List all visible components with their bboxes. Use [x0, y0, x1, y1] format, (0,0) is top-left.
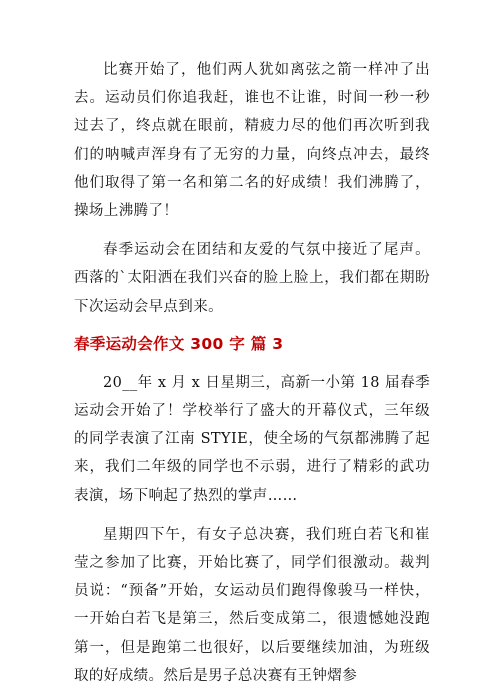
body-paragraph: 春季运动会在团结和友爱的气氛中接近了尾声。西落的`太阳洒在我们兴奋的脸上脸上，我们都在期盼下次运动会早点到来。 [74, 242, 430, 315]
document-page [74, 56, 430, 690]
body-paragraph: 星期四下午，有女子总决赛，我们班白若飞和崔莹之参加了比赛，开始比赛了，同学们很激动。裁判员说：“预备”开始，女运动员们跑得像骏马一样快，一开始白若飞是第三，然后变成第二，很遗憾她没跑第一，但是跑第二也很好，以后要继续加油，为班级取的好成绩。然后是男子总决赛有王钟熠参 [74, 526, 430, 684]
body-paragraph: 20__年 x 月 x 日星期三，高新一小第 18 届春季运动会开始了！学校举行了盛大的开幕仪式，三年级的同学表演了江南 STYIE，使全场的气氛都沸腾了起来，我们二年级的同学也不示弱，进行了精彩的武功表演，场下响起了热烈的掌声…… [74, 374, 430, 504]
body-paragraph: 比赛开始了，他们两人犹如离弦之箭一样冲了出去。运动员们你追我赶，谁也不让谁，时间一秒一秒过去了，终点就在眼前，精疲力尽的他们再次听到我们的呐喊声浑身有了无穷的力量，向终点冲去，最终他们取得了第一名和第二名的好成绩！我们沸腾了，操场上沸腾了！ [74, 62, 430, 220]
section-title: 春季运动会作文 300 字 篇 3 [74, 334, 284, 353]
